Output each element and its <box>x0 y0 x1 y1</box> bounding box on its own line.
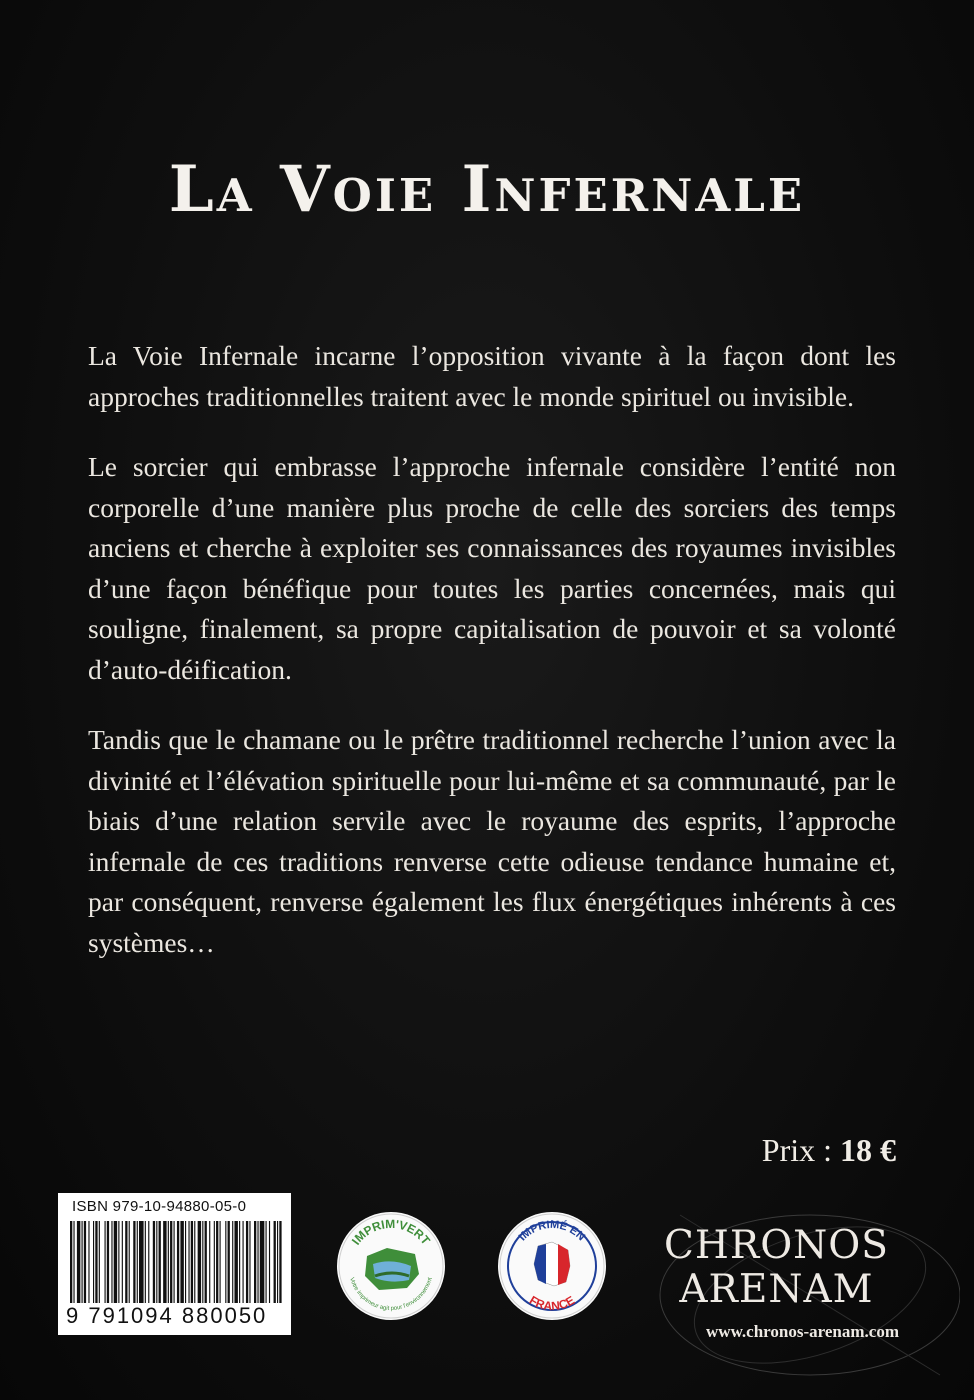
barcode-bar <box>77 1221 80 1303</box>
barcode-bar <box>257 1221 258 1303</box>
barcode-bar <box>73 1221 74 1303</box>
publisher-logo <box>654 1224 899 1342</box>
barcode-bar <box>168 1221 169 1303</box>
price <box>762 1132 896 1169</box>
barcode-bar <box>99 1221 100 1303</box>
barcode-bar <box>82 1221 83 1303</box>
barcode-bar <box>225 1221 226 1303</box>
barcode-bar <box>274 1221 276 1303</box>
barcode-bar <box>180 1221 183 1303</box>
price-value: 18 € <box>840 1132 896 1168</box>
barcode-bar <box>88 1221 89 1303</box>
price-label: Prix : <box>761 1132 840 1168</box>
barcode-bar <box>185 1221 186 1303</box>
barcode-bar <box>93 1221 94 1303</box>
barcode-bar <box>105 1221 106 1303</box>
barcode-bar <box>232 1221 233 1303</box>
barcode-bar <box>202 1221 203 1303</box>
barcode-bar <box>95 1221 97 1303</box>
barcode-bar <box>191 1221 193 1303</box>
imprim-vert-title: IMPRIM'VERT <box>348 1216 433 1248</box>
barcode <box>68 1221 282 1303</box>
barcode-bar <box>277 1221 278 1303</box>
barcode-bar <box>118 1221 119 1303</box>
barcode-bar <box>243 1221 244 1303</box>
barcode-bar <box>129 1221 130 1303</box>
barcode-bar <box>114 1221 117 1303</box>
barcode-bar <box>111 1221 112 1303</box>
barcode-bar <box>216 1221 218 1303</box>
blurb-paragraph-3: Tandis que le chamane ou le prêtre traditionnel recherche l’union avec la divinité et l’élévation spirituelle pour lui-même et sa communauté, par le biais d’une relation servile avec le royaume des esprits, l’approche infernale de ces traditions renverse cette odieuse tendance humaine et, par conséquent, renverse également les flux énergétiques inhérents à ces systèmes… <box>88 724 896 958</box>
barcode-bar <box>194 1221 195 1303</box>
barcode-bar <box>279 1221 281 1303</box>
imprim-vert-logo <box>337 1212 445 1320</box>
barcode-bar <box>153 1221 155 1303</box>
barcode-bar <box>156 1221 157 1303</box>
isbn-barcode-box <box>58 1193 291 1335</box>
barcode-bar <box>177 1221 179 1303</box>
barcode-bar <box>84 1221 86 1303</box>
barcode-bar <box>159 1221 161 1303</box>
barcode-bar <box>266 1221 267 1303</box>
blurb-paragraph-2: Le sorcier qui embrasse l’approche infernale considère l’entité non corporelle d’une manière plus proche de celle des sorciers des temps anciens et cherche à exploiter ses connaissances des royaumes invisibles d’une façon bénéfique pour toutes les parties concernées, mais qui souligne, finalement, sa propre capitalisation de pouvoir et sa volonté d’auto-déification. <box>88 451 896 685</box>
barcode-bar <box>133 1221 135 1303</box>
book-title: La Voie Infernale <box>168 152 806 227</box>
barcode-bar <box>107 1221 109 1303</box>
barcode-bar <box>139 1221 144 1303</box>
blurb-paragraph-1: La Voie Infernale incarne l’opposition vivante à la façon dont les approches traditionnelles traitent avec le monde spirituel ou invisible. <box>88 340 896 412</box>
imprime-en-france-logo <box>498 1212 606 1320</box>
france-map-badge-icon <box>498 1212 606 1320</box>
barcode-bar <box>145 1221 146 1303</box>
isbn-label: ISBN 979-10-94880-05-0 <box>72 1198 247 1215</box>
isbn-digits: 9 791094 880050 <box>66 1303 268 1328</box>
barcode-bar <box>260 1221 265 1303</box>
imprim-vert-badge-icon <box>337 1212 445 1320</box>
france-text: FRANCE <box>526 1293 578 1314</box>
barcode-bar <box>137 1221 138 1303</box>
barcode-bar <box>170 1221 172 1303</box>
barcode-bar <box>269 1221 270 1303</box>
barcode-bar <box>174 1221 175 1303</box>
barcode-bar <box>239 1221 240 1303</box>
barcode-bar <box>249 1221 250 1303</box>
imprime-en-text: IMPRIMÉ EN <box>516 1218 588 1244</box>
barcode-bar <box>122 1221 123 1303</box>
barcode-bar <box>70 1221 72 1303</box>
blurb <box>88 336 896 993</box>
publisher-name-line-2: ARENAM <box>679 1267 874 1312</box>
imprim-vert-tagline: Votre imprimeur agit pour l'environnement <box>348 1276 434 1313</box>
barcode-bar <box>234 1221 237 1303</box>
barcode-bar <box>188 1221 189 1303</box>
publisher-url: www.chronos-arenam.com <box>706 1322 899 1341</box>
barcode-bar <box>205 1221 207 1303</box>
barcode-bar <box>228 1221 230 1303</box>
barcode-bar <box>209 1221 210 1303</box>
publisher-name-line-1: CHRONOS <box>663 1223 889 1268</box>
barcode-bar <box>198 1221 201 1303</box>
barcode-bar <box>254 1221 256 1303</box>
barcode-bar <box>214 1221 215 1303</box>
barcode-bar <box>220 1221 221 1303</box>
barcode-bar <box>246 1221 248 1303</box>
barcode-bar <box>148 1221 149 1303</box>
barcode-bar <box>163 1221 166 1303</box>
barcode-bar <box>125 1221 127 1303</box>
